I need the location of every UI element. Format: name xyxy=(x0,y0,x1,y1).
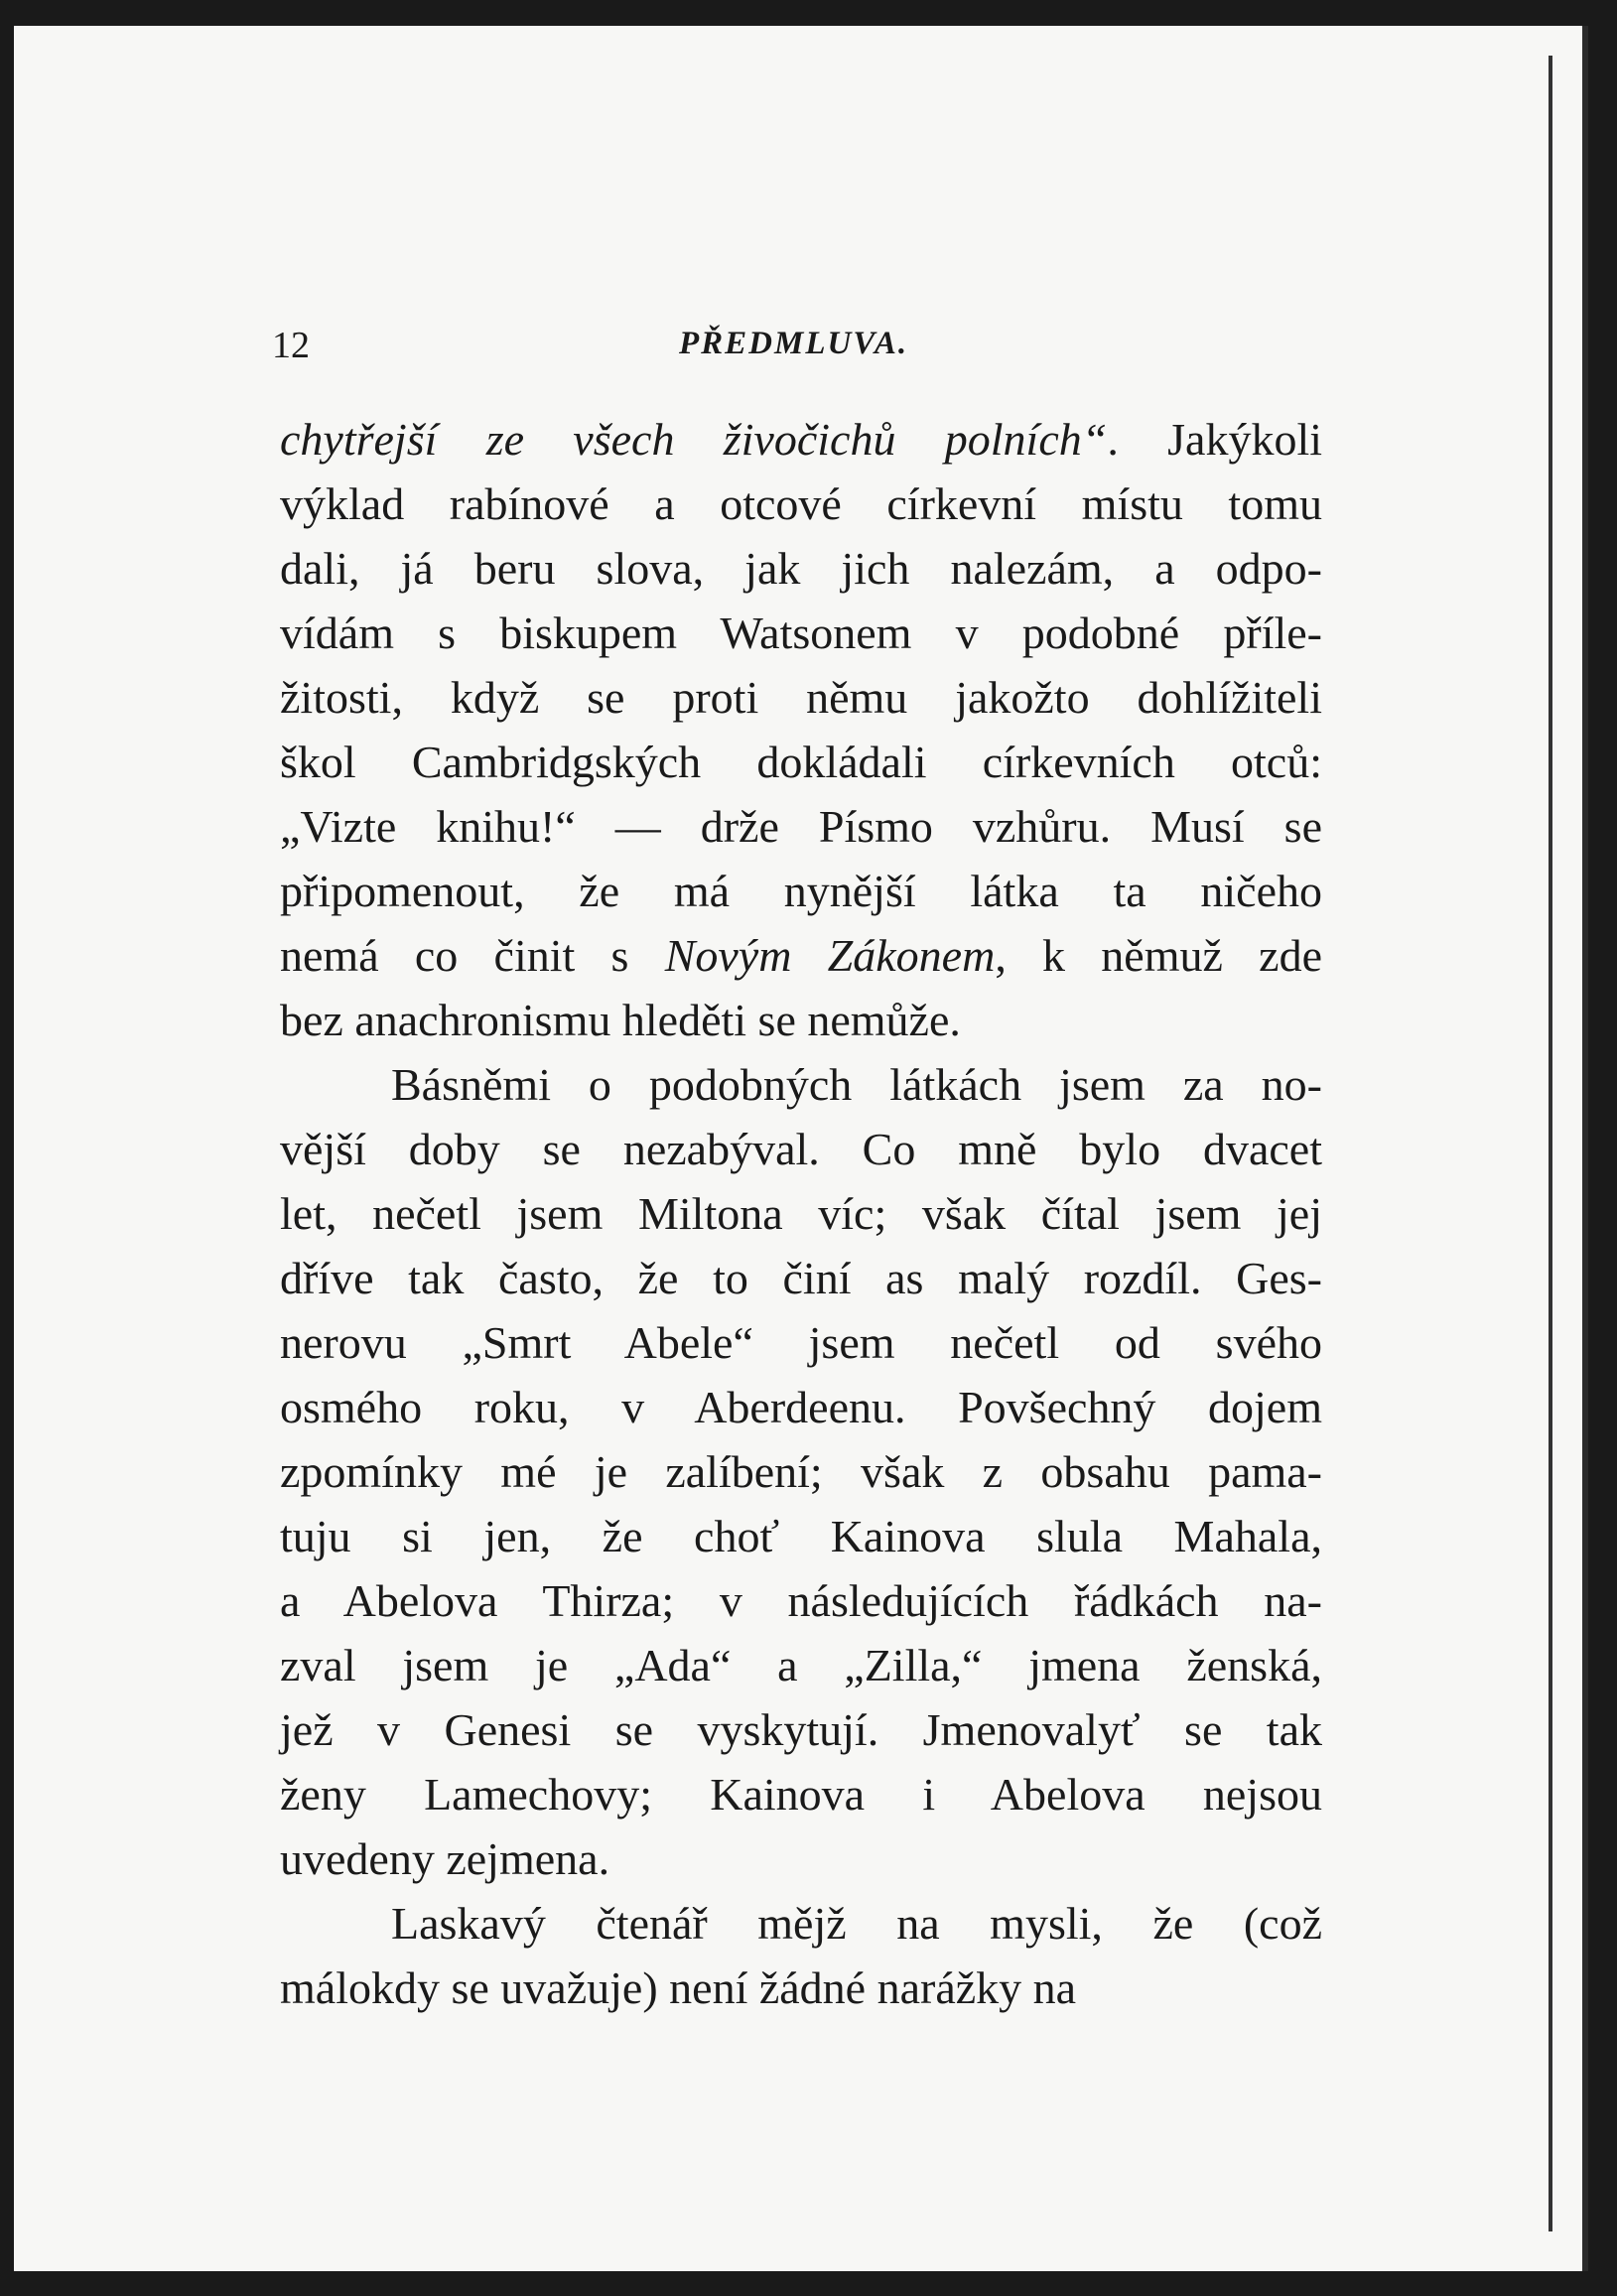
text-line xyxy=(280,1697,1322,1762)
text-run: Básněmi o podobných látkách jsem za no- xyxy=(391,1059,1322,1110)
text-line xyxy=(280,1246,1322,1310)
paragraph xyxy=(280,407,1322,1052)
paragraph xyxy=(280,1052,1322,1891)
text-run: vídám s biskupem Watsonem v podobné příle- xyxy=(280,608,1322,658)
text-run: Laskavý čtenář mějž na mysli, že (což xyxy=(391,1898,1322,1949)
text-line xyxy=(280,1117,1322,1181)
book-page xyxy=(14,26,1588,2271)
page-edge-shadow xyxy=(1549,56,1552,2231)
text-line xyxy=(280,988,1322,1052)
text-line xyxy=(280,665,1322,730)
text-run: uvedeny zejmena. xyxy=(280,1833,610,1884)
text-run: málokdy se uvažuje) není žádné narážky na xyxy=(280,1962,1077,2013)
text-line xyxy=(280,407,1322,472)
text-line xyxy=(280,1310,1322,1375)
text-run: zpomínky mé je zalíbení; však z obsahu pama- xyxy=(280,1446,1322,1497)
text-run: bez anachronismu hleděti se nemůže. xyxy=(280,995,961,1045)
text-line xyxy=(280,1439,1322,1504)
italic-text: chytřejší ze všech živočichů polních“ xyxy=(280,414,1108,465)
text-line xyxy=(280,730,1322,794)
text-line xyxy=(280,1956,1322,2020)
text-line xyxy=(280,923,1322,988)
page-number: 12 xyxy=(272,325,310,366)
text-line xyxy=(280,794,1322,859)
body-text xyxy=(280,407,1322,2020)
text-line xyxy=(280,1762,1322,1826)
text-line xyxy=(280,601,1322,665)
text-run: a Abelova Thirza; v následujících řádkách na- xyxy=(280,1575,1322,1626)
text-line xyxy=(280,1633,1322,1697)
text-run: připomenout, že má nynější látka ta ničeho xyxy=(280,866,1322,916)
text-run: nemá co činit s xyxy=(280,930,665,981)
text-run: vější doby se nezabýval. Co mně bylo dvacet xyxy=(280,1124,1322,1174)
text-line xyxy=(280,1568,1322,1633)
text-line xyxy=(280,1052,1322,1117)
text-line xyxy=(280,536,1322,601)
text-run: dříve tak často, že to činí as malý rozdíl. Ges- xyxy=(280,1253,1322,1303)
text-run: „Vizte knihu!“ — drže Písmo vzhůru. Musí se xyxy=(280,801,1322,852)
text-line xyxy=(280,1504,1322,1568)
text-run: žitosti, když se proti němu jakožto dohlížiteli xyxy=(280,672,1322,723)
text-run: výklad rabínové a otcové církevní místu tomu xyxy=(280,478,1322,529)
text-run: ženy Lamechovy; Kainova i Abelova nejsou xyxy=(280,1769,1322,1820)
text-line xyxy=(280,1826,1322,1891)
text-line xyxy=(280,1181,1322,1246)
text-run: zval jsem je „Ada“ a „Zilla,“ jmena ženská, xyxy=(280,1640,1322,1690)
text-run: nerovu „Smrt Abele“ jsem nečetl od svého xyxy=(280,1317,1322,1368)
text-run: jež v Genesi se vyskytují. Jmenovalyť se tak xyxy=(280,1704,1322,1755)
text-run: . Jakýkoli xyxy=(1107,414,1323,465)
page-header xyxy=(262,324,1324,371)
running-title: PŘEDMLUVA. xyxy=(679,326,909,361)
text-line xyxy=(280,1891,1322,1956)
text-run: škol Cambridgských dokládali církevních otců: xyxy=(280,737,1322,787)
text-run: let, nečetl jsem Miltona víc; však čítal jsem jej xyxy=(280,1188,1322,1239)
paragraph xyxy=(280,1891,1322,2020)
text-line xyxy=(280,1375,1322,1439)
italic-text: Novým Zákonem xyxy=(664,930,996,981)
text-run: osmého roku, v Aberdeenu. Povšechný dojem xyxy=(280,1382,1322,1432)
text-run: , k němuž zde xyxy=(995,930,1322,981)
text-run: tuju si jen, že choť Kainova slula Mahala, xyxy=(280,1511,1322,1561)
text-line xyxy=(280,859,1322,923)
text-line xyxy=(280,472,1322,536)
text-run: dali, já beru slova, jak jich nalezám, a odpo- xyxy=(280,543,1322,594)
